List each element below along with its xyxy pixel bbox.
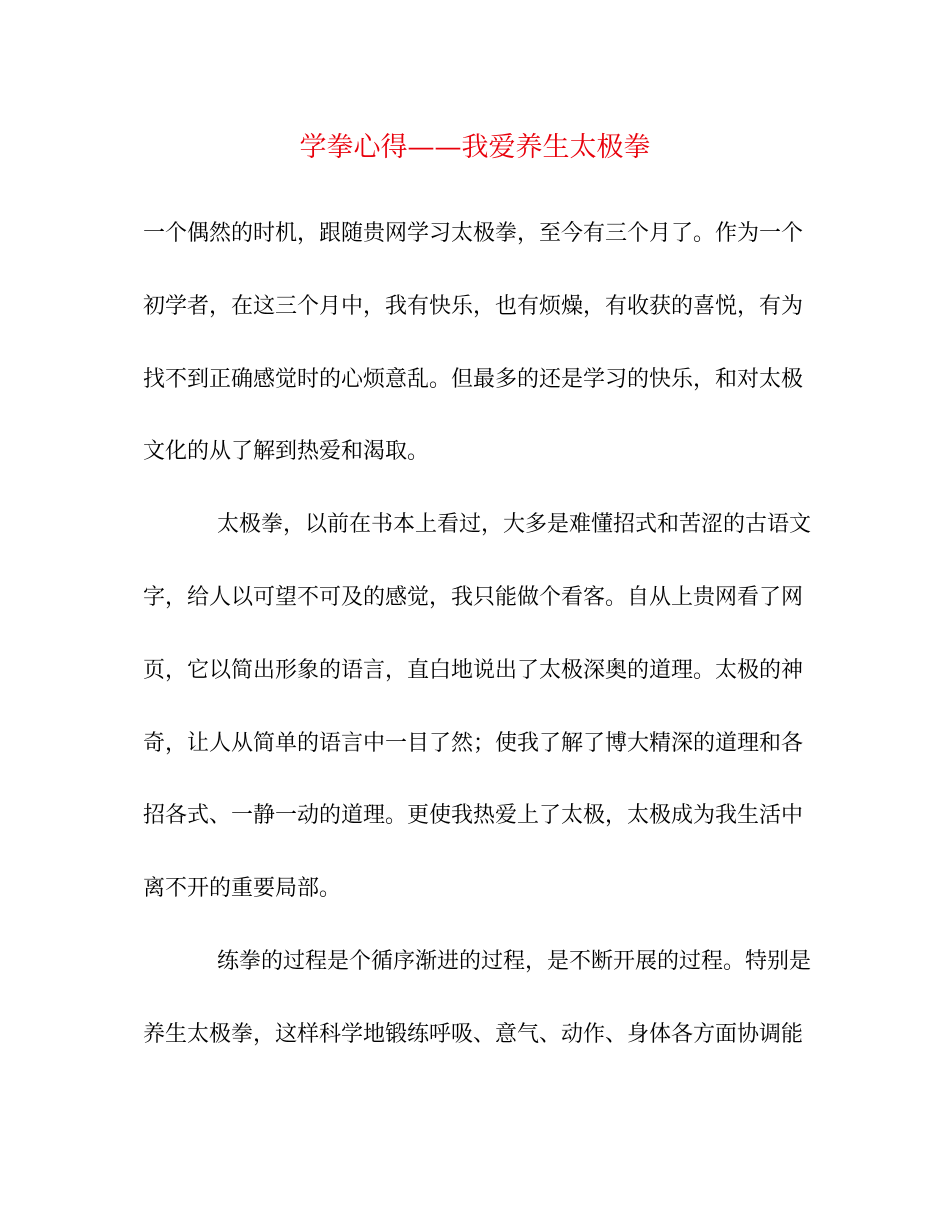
body-line-paragraph-start: 太极拳，以前在书本上看过，大多是难懂招式和苦涩的古语文 [217,512,812,538]
body-line: 字，给人以可望不可及的感觉，我只能做个看客。自从上贵网看了网 [143,584,804,610]
body-line: 一个偶然的时机，跟随贵网学习太极拳，至今有三个月了。作为一个 [143,221,804,246]
body-line: 初学者，在这三个月中，我有快乐，也有烦燥，有收获的喜悦，有为 [143,293,804,319]
body-line: 离不开的重要局部。 [143,876,342,902]
body-line: 奇，让人从简单的语言中一目了然；使我了解了博大精深的道理和各 [143,730,804,756]
document-body [143,214,812,1088]
body-line: 招各式、一静一动的道理。更使我热爱上了太极，太极成为我生活中 [143,803,804,829]
body-line: 文化的从了解到热爱和渴取。 [143,439,430,465]
body-line: 养生太极拳，这样科学地锻练呼吸、意气、动作、身体各方面协调能 [143,1021,804,1047]
document-title: 学拳心得——我爱养生太极拳 [299,132,651,163]
body-line: 找不到正确感觉时的心烦意乱。但最多的还是学习的快乐，和对太极 [143,366,804,392]
body-line: 页，它以简出形象的语言，直白地说出了太极深奥的道理。太极的神 [143,657,804,683]
body-line-paragraph-start: 练拳的过程是个循序渐进的过程，是不断开展的过程。特别是 [217,948,812,974]
